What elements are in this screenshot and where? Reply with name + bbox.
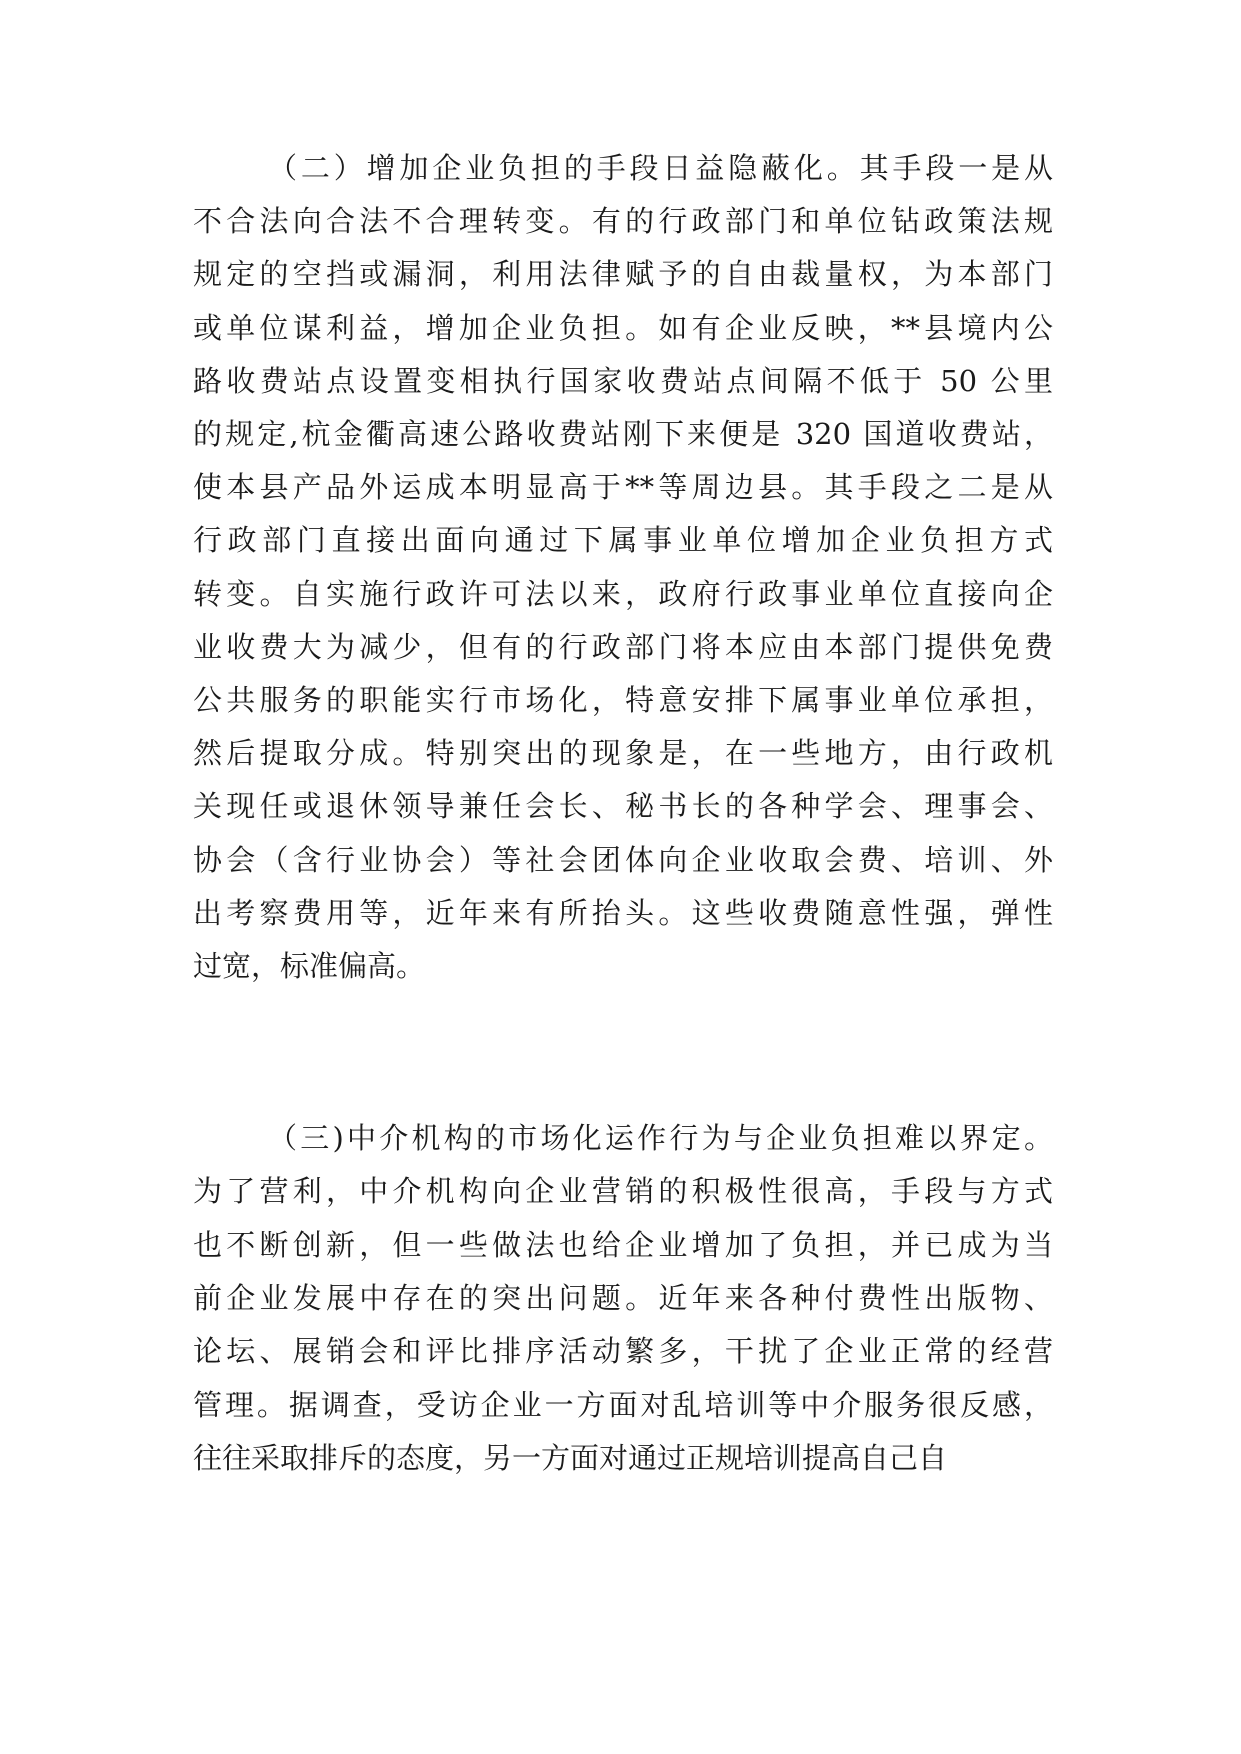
paragraph-line: 管理。据调查，受访企业一方面对乱培训等中介服务很反感，: [193, 1388, 1053, 1422]
paragraph-line: 规定的空挡或漏洞，利用法律赋予的自由裁量权，为本部门: [193, 257, 1053, 291]
paragraph-line: 前企业发展中存在的突出问题。近年来各种付费性出版物、: [193, 1281, 1053, 1315]
paragraph-line: （二）增加企业负担的手段日益隐蔽化。其手段一是从: [268, 151, 1053, 185]
paragraph-line: 过宽，标准偏高。: [193, 949, 426, 983]
paragraph-line: 路收费站点设置变相执行国家收费站点间隔不低于 50 公里: [193, 364, 1053, 398]
paragraph-line: 行政部门直接出面向通过下属事业单位增加企业负担方式: [193, 523, 1053, 557]
paragraph-line: 关现任或退休领导兼任会长、秘书长的各种学会、理事会、: [193, 789, 1053, 823]
paragraph-line: 论坛、展销会和评比排序活动繁多，干扰了企业正常的经营: [193, 1334, 1053, 1368]
paragraph-line: （三)中介机构的市场化运作行为与企业负担难以界定。: [268, 1121, 1053, 1155]
paragraph-line: 协会（含行业协会）等社会团体向企业收取会费、培训、外: [193, 843, 1053, 877]
paragraph-line: 转变。自实施行政许可法以来，政府行政事业单位直接向企: [193, 577, 1053, 611]
paragraph-line: 不合法向合法不合理转变。有的行政部门和单位钻政策法规: [193, 204, 1053, 238]
paragraph-line: 出考察费用等，近年来有所抬头。这些收费随意性强，弹性: [193, 896, 1053, 930]
paragraph-line: 往往采取排斥的态度，另一方面对通过正规培训提高自己自: [193, 1441, 948, 1475]
paragraph-line: 或单位谋利益，增加企业负担。如有企业反映，**县境内公: [193, 311, 1053, 345]
paragraph-line: 使本县产品外运成本明显高于**等周边县。其手段之二是从: [193, 470, 1053, 504]
paragraph-line: 的规定,杭金衢高速公路收费站刚下来便是 320 国道收费站，: [193, 417, 1053, 451]
paragraph-line: 也不断创新，但一些做法也给企业增加了负担，并已成为当: [193, 1228, 1053, 1262]
paragraph-line: 然后提取分成。特别突出的现象是，在一些地方，由行政机: [193, 736, 1053, 770]
paragraph-line: 公共服务的职能实行市场化，特意安排下属事业单位承担，: [193, 683, 1053, 717]
paragraph-line: 业收费大为减少，但有的行政部门将本应由本部门提供免费: [193, 630, 1053, 664]
paragraph-line: 为了营利，中介机构向企业营销的积极性很高，手段与方式: [193, 1174, 1053, 1208]
